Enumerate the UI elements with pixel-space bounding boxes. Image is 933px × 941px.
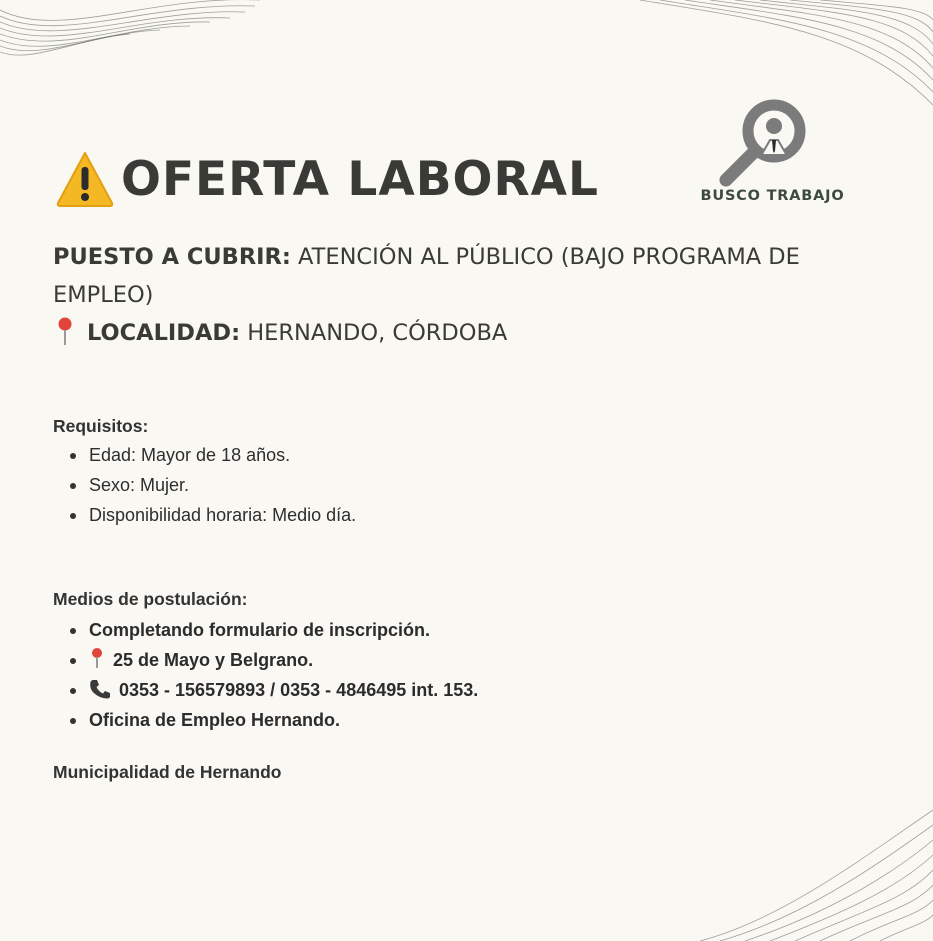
busco-trabajo-logo bbox=[690, 96, 855, 211]
list-item: Sexo: Mujer. bbox=[53, 470, 356, 500]
list-item-phone bbox=[53, 675, 478, 705]
list-item: Edad: Mayor de 18 años. bbox=[53, 440, 356, 470]
address-text: 25 de Mayo y Belgrano. bbox=[113, 650, 314, 670]
localidad-line bbox=[53, 314, 883, 352]
localidad-label: LOCALIDAD: bbox=[87, 320, 241, 346]
puesto-value: ATENCIÓN AL PÚBLICO (BAJO PROGRAMA DE EMPLEO) bbox=[53, 244, 800, 308]
job-info bbox=[53, 238, 883, 352]
wave-decoration-top-left bbox=[0, 0, 260, 70]
magnifier-icon bbox=[714, 96, 814, 188]
medios-list bbox=[53, 615, 478, 735]
requisitos-list bbox=[53, 440, 356, 530]
medios-title: Medios de postulación: bbox=[53, 589, 248, 609]
list-item: Completando formulario de inscripción. bbox=[53, 615, 478, 645]
list-item-address bbox=[53, 645, 478, 675]
wave-decoration-bottom-right bbox=[700, 800, 933, 941]
page-title: OFERTA LABORAL bbox=[121, 151, 600, 207]
footer-organization: Municipalidad de Hernando bbox=[53, 762, 282, 782]
warning-icon bbox=[55, 150, 115, 208]
list-item: Disponibilidad horaria: Medio día. bbox=[53, 500, 356, 530]
list-item: Oficina de Empleo Hernando. bbox=[53, 705, 478, 735]
pin-icon bbox=[53, 316, 77, 346]
phone-text: 0353 - 156579893 / 0353 - 4846495 int. 153. bbox=[119, 680, 479, 700]
requisitos-title: Requisitos: bbox=[53, 416, 149, 436]
logo-text: BUSCO TRABAJO bbox=[700, 188, 845, 204]
pin-icon bbox=[89, 647, 105, 669]
puesto-label: PUESTO A CUBRIR: bbox=[53, 244, 291, 270]
localidad-value: HERNANDO, CÓRDOBA bbox=[240, 320, 508, 346]
title-row bbox=[55, 150, 599, 208]
phone-icon bbox=[89, 679, 111, 699]
wave-decoration-top-right bbox=[640, 0, 933, 110]
puesto-line bbox=[53, 238, 883, 314]
